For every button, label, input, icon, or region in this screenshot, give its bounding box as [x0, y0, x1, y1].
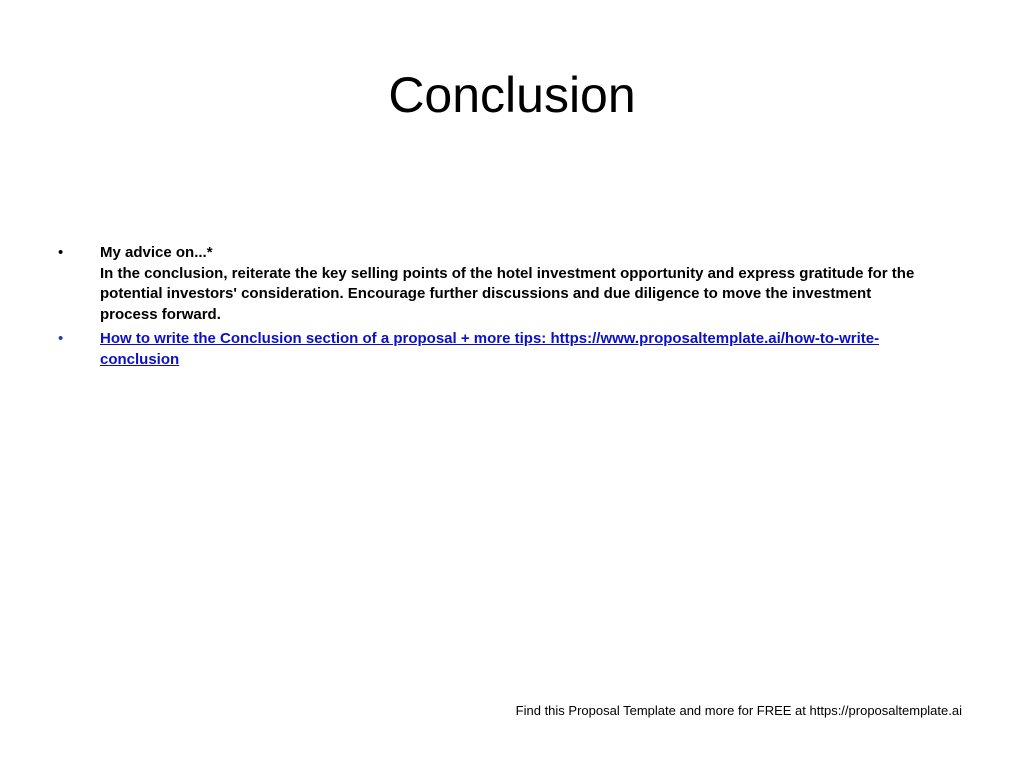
footer-text: Find this Proposal Template and more for FREE at https://proposaltemplate.ai — [515, 703, 962, 718]
advice-body: In the conclusion, reiterate the key selling points of the hotel investment opportunity and express gratitude for the potential investors' consideration. Encourage further discussions and due diligence to move the investment process forward. — [100, 264, 915, 323]
bullet-dot-icon: • — [58, 244, 64, 261]
conclusion-tips-link[interactable]: How to write the Conclusion section of a proposal + more tips: https://www.proposaltemplate.ai/how-to-write-conclusion — [100, 330, 880, 368]
bullet-advice — [56, 243, 926, 325]
advice-heading: My advice on...* — [100, 244, 213, 261]
bullet-dot-icon: • — [58, 330, 64, 347]
bullet-list — [56, 243, 926, 374]
slide-title: Conclusion — [388, 67, 636, 123]
bullet-link — [56, 329, 926, 370]
